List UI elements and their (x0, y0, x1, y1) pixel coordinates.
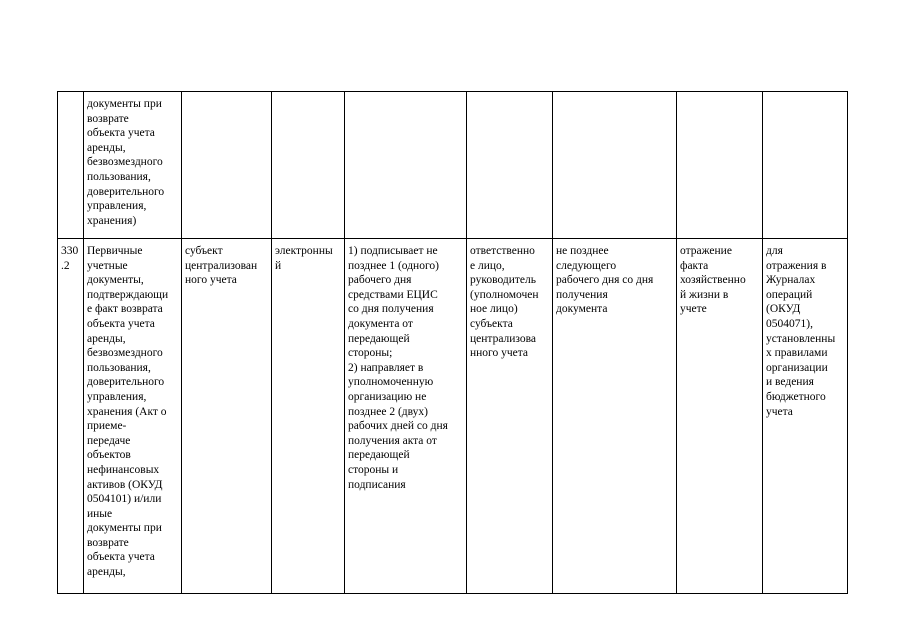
purpose-cell (763, 92, 848, 239)
row-number-cell: 330 .2 (58, 239, 84, 594)
deadline-cell (553, 92, 677, 239)
creator-cell (182, 92, 272, 239)
actions-cell (345, 92, 467, 239)
document-cell: документы при возврате объекта учета аренды, безвозмездного пользования, доверительного управления, хранения) (84, 92, 182, 239)
table-row (58, 239, 848, 594)
purpose-cell: для отражения в Журналах операций (ОКУД 0504071), установленны х правилами организации и ведения бюджетного учета (763, 239, 848, 594)
row-number-cell (58, 92, 84, 239)
actions-cell: 1) подписывает не позднее 1 (одного) рабочего дня средствами ЕЦИС со дня получения документа от передающей стороны; 2) направляет в уполномоченную организацию не позднее 2 (двух) рабочих дней со дня получения акта от передающей стороны и подписания (345, 239, 467, 594)
responsible-cell: ответственно е лицо, руководитель (уполномочен ное лицо) субъекта централизова нного учета (467, 239, 553, 594)
document-cell: Первичные учетные документы, подтверждающи е факт возврата объекта учета аренды, безвозмездного пользования, доверительного управления, хранения (Акт о приеме- передаче объектов нефинансовых активов (ОКУД 0504101) и/или иные документы при возврате объекта учета аренды, (84, 239, 182, 594)
reflection-cell (677, 92, 763, 239)
responsible-cell (467, 92, 553, 239)
format-cell: электронны й (272, 239, 345, 594)
table-row (58, 92, 848, 239)
creator-cell: субъект централизован ного учета (182, 239, 272, 594)
procedure-table (57, 91, 848, 594)
reflection-cell: отражение факта хозяйственно й жизни в учете (677, 239, 763, 594)
deadline-cell: не позднее следующего рабочего дня со дня получения документа (553, 239, 677, 594)
format-cell (272, 92, 345, 239)
